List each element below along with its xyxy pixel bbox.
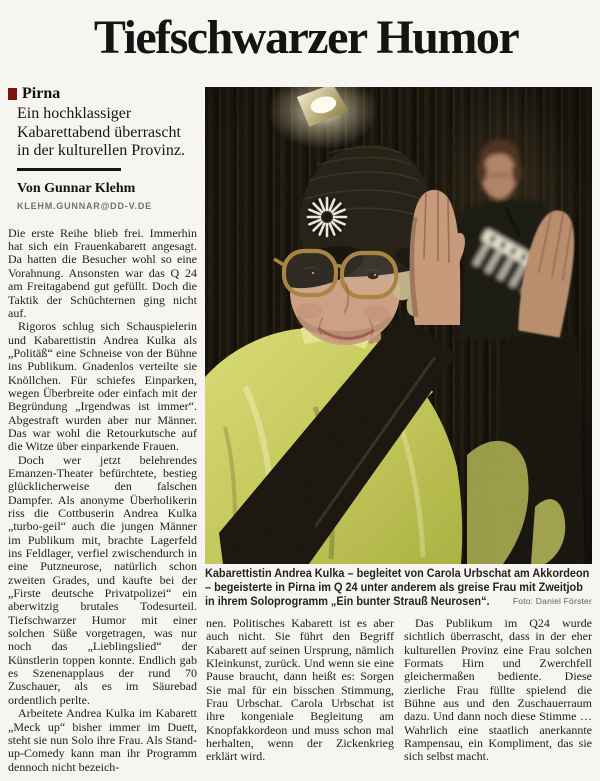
kicker-summary: Ein hochklassiger Kabarettabend überrascht in der kulturellen Provinz. xyxy=(17,105,185,160)
paragraph: Doch wer jetzt belehrendes Emanzen-Theater befürchtete, bestieg glücklicherweise den falschen Dampfer. Als anonyme Überholikerin riss die Cottbuserin Andrea Kulka „turbo-geil“ auch die jungen Männer im Publikum mit, brachte Lagerfeld ins Feldlager, verfiel zwischendurch in eine Putzneurose, natürlich schon zweiten Grades, und kaufte bei der „Firste deutsche Privatpolizei“ ein aberwitzig brutales Todesurteil. Tiefschwarzer Humor mit einer solchen Süße vorgetragen, was nur noch das „Lieblingslied“ der Künstlerin toppen konnte. Endlich gab es Szenenapplaus der rund 70 Zuschauer, als es im Säurebad ordentlich perlte. xyxy=(8,452,197,707)
byline-divider xyxy=(17,168,121,171)
paragraph: Rigoros schlug sich Schauspielerin und Kabarettistin Andrea Kulka als „Politäß“ eine Schneise von der Bühne ins Publikum. Gnadenlos verteilte sie Knöllchen. Für schiefes Einparken, wegen Überbreite oder einfach mit der Begründung „Irgendwas ist immer“. Abgestraft wurden aber nur Männer. Das war wohl die Retourkutsche auf die Witze über einparkende Frauen. xyxy=(8,319,197,454)
kicker-location: Pirna xyxy=(22,85,61,102)
article-column-left xyxy=(8,85,197,774)
byline-author: Von Gunnar Klehm xyxy=(17,180,136,196)
paragraph: Das Publikum im Q24 wurde sichtlich überrascht, dass in der eher kulturellen Provinz eine Frau solchen Formats Hirn und Zwerchfell gleichermaßen bediente. Diese zierliche Frau füllte spielend die Bühne aus und den Zuschauerraum dazu. Und dann noch diese Stimme … Wahrlich eine staatlich anerkannte Rampensau, ein Kompliment, das sie sich selbst macht. xyxy=(404,616,592,764)
byline-email: KLEHM.GUNNAR@DD-V.DE xyxy=(17,200,152,211)
kicker-square-icon xyxy=(8,88,17,100)
photo-caption-block xyxy=(205,567,592,611)
paragraph: Die erste Reihe blieb frei. Immerhin hat sich ein Frauenkabarett angesagt. Da hatten die Besucher wohl so eine Vorahnung. Ansonsten war das Q 24 am Freitagabend gut gefüllt. Doch die Taktik der Schüchternen ging nicht auf. xyxy=(8,225,197,320)
paragraph: nen. Politisches Kabarett ist es aber auch nicht. Sie führt den Begriff Kabarett auf seinen Ursprung, nämlich Kleinkunst, zurück. Und wenn sie eine Pause braucht, dann heißt es: Sorgen Sie mal für ein bisschen Stimmung, Frau Urbschat. Carola Urbschat ist ihre kongeniale Begleitung am Knopfakkordeon und muss schon mal herhalten, wenn der Zickenkrieg erklärt wird. xyxy=(206,616,394,764)
article-body-left xyxy=(8,227,197,774)
stage-photo xyxy=(205,87,592,564)
paragraph: Arbeitete Andrea Kulka im Kabarett „Meck up“ bisher immer im Duett, steht sie nun Solo ihre Frau. Als Stand-up-Comedy kann man ihr Programm dennoch nicht bezeich- xyxy=(8,706,197,774)
kicker xyxy=(8,85,197,102)
article-column-middle xyxy=(206,617,394,764)
photo-caption: Kabarettistin Andrea Kulka – begleitet von Carola Urbschat am Akkordeon – begeisterte in Pirna im Q 24 unter anderem als greise Frau mit Zweitjob in ihrem Soloprogramm „Ein bunter Strauß Neurosen“. xyxy=(205,566,590,608)
film-grain-overlay xyxy=(205,87,592,564)
article-column-right xyxy=(404,617,592,764)
photo-credit: Foto: Daniel Förster xyxy=(509,596,592,606)
page-title: Tiefschwarzer Humor xyxy=(93,11,519,64)
